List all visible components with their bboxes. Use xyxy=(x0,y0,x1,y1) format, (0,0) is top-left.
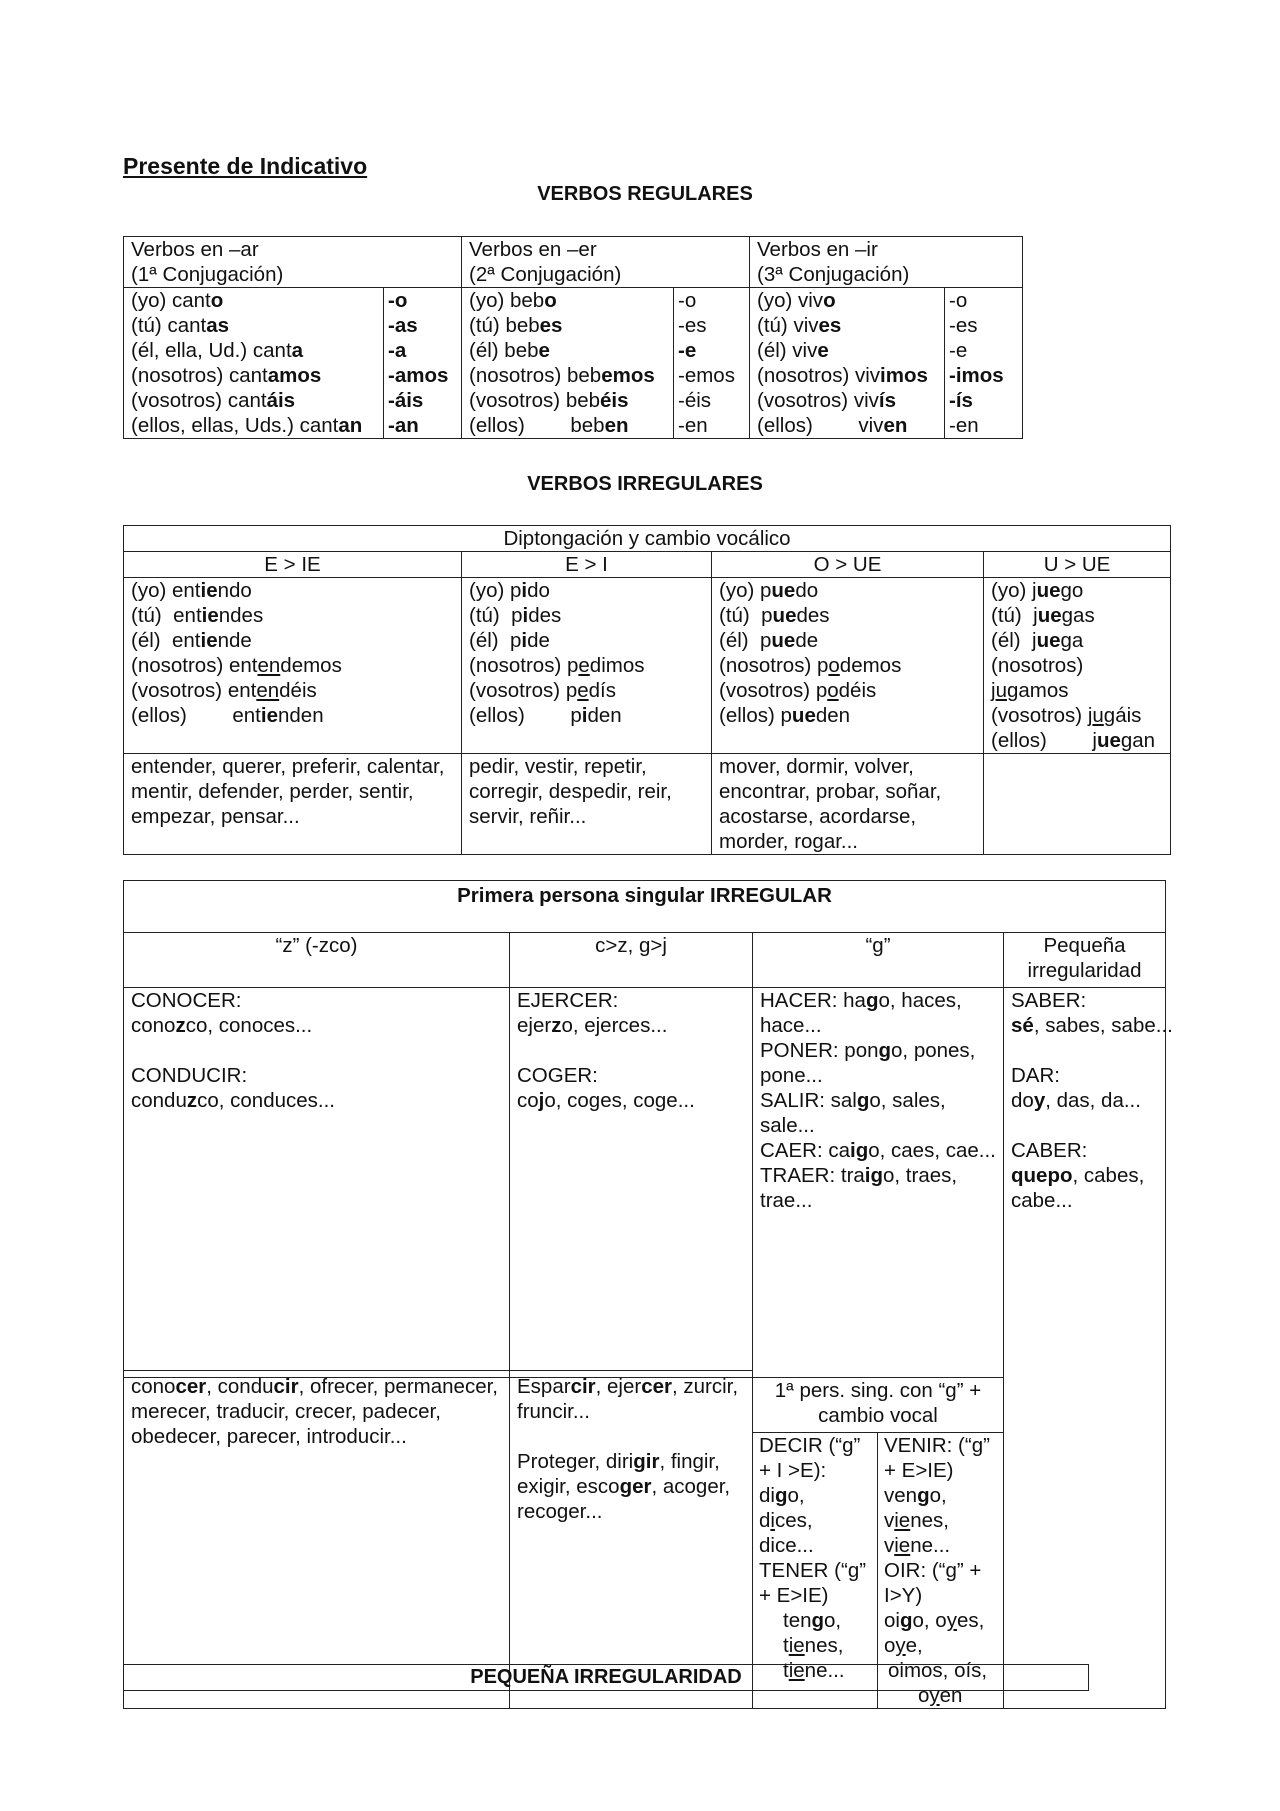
o-ue-forms: (yo) puedo (tú) puedes (él) puede (nosotros) podemos (vosotros) podéis (ellos) pueden xyxy=(712,578,984,754)
e-ie-forms: (yo) entiendo (tú) entiendes (él) entiende (nosotros) entendemos (vosotros) entendéis (ellos) entienden xyxy=(124,578,462,754)
ar-endings: -o -as -a -amos -áis -an xyxy=(384,288,462,439)
col-head-u-ue: U > UE xyxy=(984,552,1171,578)
col-head-g: “g” xyxy=(753,933,1004,988)
czgj-examples: Esparcir, ejercer, zurcir, fruncir... Proteger, dirigir, fingir, exigir, escoger, acoger, recoger... xyxy=(517,1375,739,1523)
e-i-forms: (yo) pido (tú) pides (él) pide (nosotros) pedimos (vosotros) pedís (ellos) piden xyxy=(462,578,712,754)
zco-verbs: CONOCER: conozco, conoces... CONDUCIR: conduzco, conduces... xyxy=(124,988,510,1378)
primera-title: Primera persona singular IRREGULAR xyxy=(124,881,1166,933)
col-head-e-ie: E > IE xyxy=(124,552,462,578)
decir-tener: DECIR (“g” + I >E): digo, dices, dice... TENER (“g” + E>IE) tengo, tienes, tiene... xyxy=(753,1433,878,1709)
ar-forms: (yo) canto (tú) cantas (él, ella, Ud.) canta (nosotros) cantamos (vosotros) cantáis (ellos, ellas, Uds.) cantan xyxy=(124,288,384,439)
ir-endings: -o -es -e -imos -ís -en xyxy=(945,288,1023,439)
ir-header: Verbos en –ir (3ª Conjugación) xyxy=(750,237,1023,288)
diptongacion-title: Diptongación y cambio vocálico xyxy=(124,526,1171,552)
pequena-heading: PEQUEÑA IRREGULARIDAD xyxy=(123,1664,1089,1691)
ir-forms: (yo) vivo (tú) vives (él) vive (nosotros) vivimos (vosotros) vivís (ellos) viven xyxy=(750,288,945,439)
e-i-examples: pedir, vestir, repetir, corregir, despedir, reir, servir, reñir... xyxy=(462,754,712,855)
irregulares-table xyxy=(123,525,1171,855)
czgj-verbs: EJERCER: ejerzo, ejerces... COGER: cojo, coges, coge... xyxy=(510,988,753,1378)
g-verbs: HACER: hago, haces, hace... PONER: pongo, pones, pone... SALIR: salgo, sales, sale... CAER: caigo, caes, cae... TRAER: traigo, traes, trae... xyxy=(753,988,1004,1378)
ar-header: Verbos en –ar (1ª Conjugación) xyxy=(124,237,462,288)
er-header: Verbos en –er (2ª Conjugación) xyxy=(462,237,750,288)
czgj-divider xyxy=(510,1370,753,1371)
u-ue-forms: (yo) juego (tú) juegas (él) juega (nosotros) jugamos (vosotros) jugáis (ellos) juegan xyxy=(984,578,1171,754)
col-head-czgj: c>z, g>j xyxy=(510,933,753,988)
primera-persona-table xyxy=(123,880,1173,1709)
irregulares-heading: VERBOS IRREGULARES xyxy=(527,473,763,495)
regulares-heading: VERBOS REGULARES xyxy=(537,183,753,205)
zco-examples: conocer, conducir, ofrecer, permanecer, merecer, traducir, crecer, padecer, obedecer, parecer, introducir... xyxy=(131,1375,498,1448)
u-ue-examples xyxy=(984,754,1171,855)
g-sub-title: 1ª pers. sing. con “g” + cambio vocal xyxy=(753,1378,1004,1433)
er-endings: -o -es -e -emos -éis -en xyxy=(674,288,750,439)
pequena-verbs: SABER: sé, sabes, sabe... DAR: doy, das, da... CABER: quepo, cabes, cabe... xyxy=(1004,988,1166,1709)
zco-divider xyxy=(124,1370,510,1371)
e-ie-examples: entender, querer, preferir, calentar, mentir, defender, perder, sentir, empezar, pensar... xyxy=(124,754,462,855)
col-head-zco: “z” (-zco) xyxy=(124,933,510,988)
col-head-e-i: E > I xyxy=(462,552,712,578)
venir-oir: VENIR: (“g” + E>IE) vengo, vienes, viene... OIR: (“g” + I>Y) oigo, oyes, oye, oimos, oís, oyen xyxy=(878,1433,1004,1709)
col-head-pequena: Pequeña irregularidad xyxy=(1004,933,1166,988)
page-title: Presente de Indicativo xyxy=(123,153,368,179)
col-head-o-ue: O > UE xyxy=(712,552,984,578)
er-forms: (yo) bebo (tú) bebes (él) bebe (nosotros) bebemos (vosotros) bebéis (ellos) beben xyxy=(462,288,674,439)
o-ue-examples: mover, dormir, volver, encontrar, probar, soñar, acostarse, acordarse, morder, rogar... xyxy=(712,754,984,855)
regulares-table xyxy=(123,236,1023,439)
